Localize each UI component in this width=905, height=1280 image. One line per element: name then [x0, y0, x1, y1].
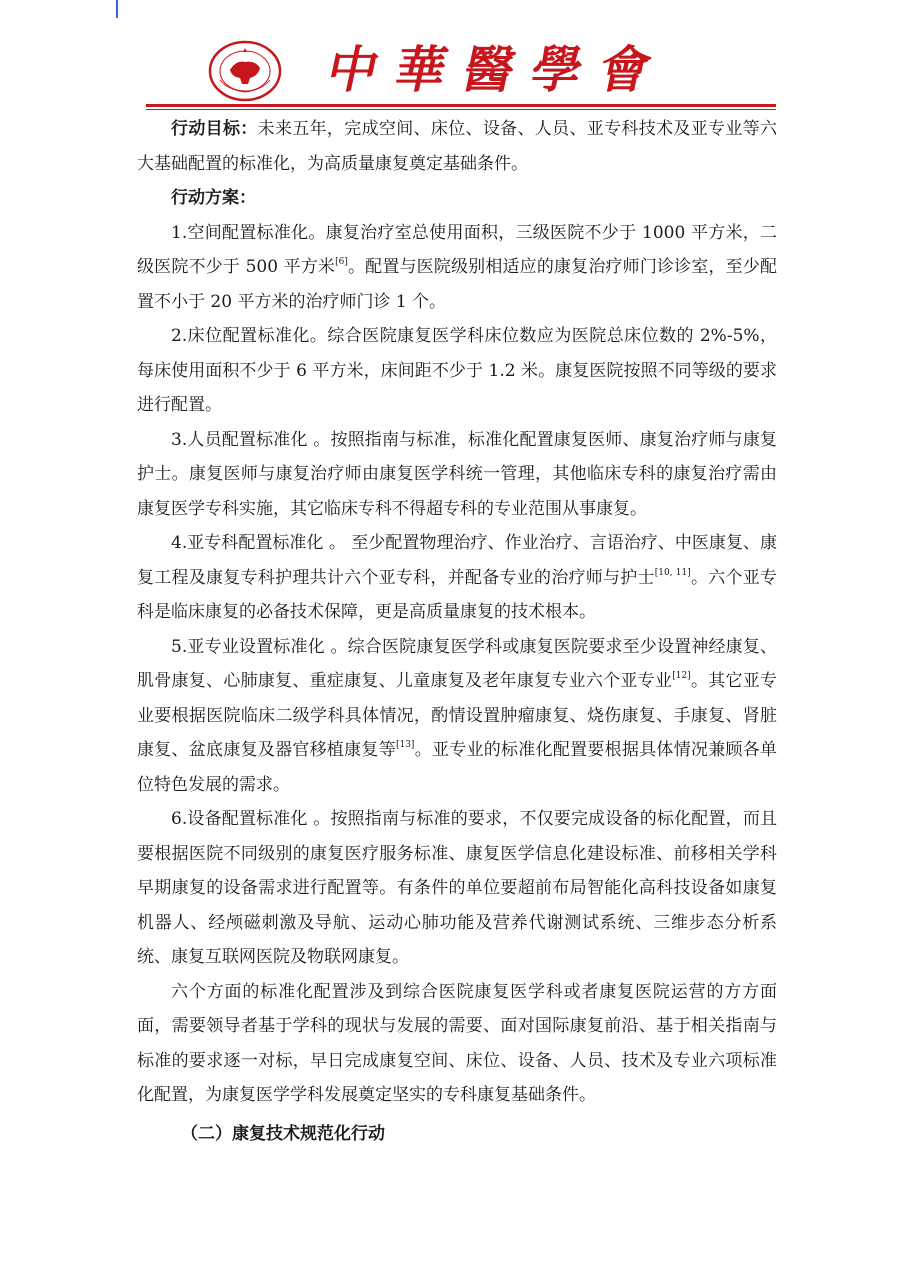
goal-label: 行动目标： [171, 119, 258, 139]
citation-ref: [10, 11] [654, 567, 691, 578]
item-5-text-b: 。其它亚专业要根据医院临床二级学科具体情况，酌情设置肿瘤康复、烧伤康复、手康复、肾脏康复、盆底康复及器官移植康复等 [137, 671, 778, 760]
brand-title [321, 40, 668, 100]
item-6-paragraph: 6.设备配置标准化 。按照指南与标准的要求，不仅要完成设备的标化配置，而且要根据医院不同级别的康复医疗服务标准、康复医学信息化建设标准、前移相关学科早期康复的设备需求进行配置等。有条件的单位要超前布局智能化高科技设备如康复机器人、经颅磁刺激及导航、运动心肺功能及营养代谢测试系统、三维步态分析系统、康复互联网医院及物联网康复。 [137, 809, 777, 967]
citation-ref: [12] [672, 671, 691, 681]
header-rule [146, 104, 776, 107]
goal-text: 未来五年，完成空间、床位、设备、人员、亚专科技术及亚专业等六大基础配置的标准化，为高质量康复奠定基础条件。 [137, 119, 778, 174]
brand-char: 學 [525, 41, 589, 99]
item-3-paragraph: 3.人员配置标准化 。按照指南与标准，标准化配置康复医师、康复治疗师与康复护士。康复医师与康复治疗师由康复医学科统一管理，其他临床专科的康复治疗需由康复医学专科实施，其它临床专科不得超专科的专业范围从事康复。 [137, 429, 777, 519]
header-rule-thin [146, 109, 776, 110]
citation-ref: [13] [395, 740, 415, 750]
cma-logo-seal [208, 40, 282, 102]
item-4-paragraph [137, 526, 777, 630]
item-1-paragraph [137, 216, 777, 320]
section-heading: （二）康复技术规范化行动 [181, 1123, 385, 1144]
summary-paragraph: 六个方面的标准化配置涉及到综合医院康复医学科或者康复医院运营的方方面面，需要领导者基于学科的现状与发展的需要、面对国际康复前沿、基于相关指南与标准的要求逐一对标，早日完成康复空间、床位、设备、人员、技术及专业六项标准化配置，为康复医学学科发展奠定坚实的专科康复基础条件。 [137, 981, 777, 1105]
item-5-text-a: 5.亚专业设置标准化 。综合医院康复医学科或康复医院要求至少设置神经康复、肌骨康复、心肺康复、重症康复、儿童康复及老年康复专业六个亚专业 [137, 636, 777, 691]
plan-label-text: 行动方案： [171, 188, 256, 208]
item-1-text-b: 。配置与医院级别相适应的康复治疗师门诊诊室，至少配置不小于 20 平方米的治疗师门诊 1 个。 [137, 257, 777, 312]
plan-label [137, 181, 777, 216]
item-4-text-a: 4.亚专科配置标准化 。 至少配置物理治疗、作业治疗、言语治疗、中医康复、康复工程及康复专科护理共计六个亚专科，并配备专业的治疗师与护士 [137, 533, 777, 588]
brand-char: 華 [389, 41, 453, 99]
brand-char: 中 [321, 41, 385, 99]
item-2-paragraph: 2.床位配置标准化。综合医院康复医学科床位数应为医院总床位数的 2%-5%，每床使用面积不少于 6 平方米，床间距不少于 1.2 米。康复医院按照不同等级的要求进行配置。 [137, 326, 777, 415]
brand-char: 醫 [457, 41, 521, 99]
goal-paragraph [137, 112, 777, 181]
text-cursor [116, 0, 118, 18]
citation-ref: [6] [335, 257, 348, 267]
item-4-text-b: 。六个亚专科是临床康复的必备技术保障，更是高质量康复的技术根本。 [137, 567, 778, 622]
item-5-paragraph [137, 630, 777, 803]
document-body [137, 112, 777, 1151]
brand-char: 會 [593, 41, 657, 99]
item-1-text-a: 1.空间配置标准化。康复治疗室总使用面积，三级医院不少于 1000 平方米，二级医院不少于 500 平方米 [137, 222, 777, 277]
item-5-text-c: 。亚专业的标准化配置要根据具体情况兼顾各单位特色发展的需求。 [137, 740, 778, 795]
